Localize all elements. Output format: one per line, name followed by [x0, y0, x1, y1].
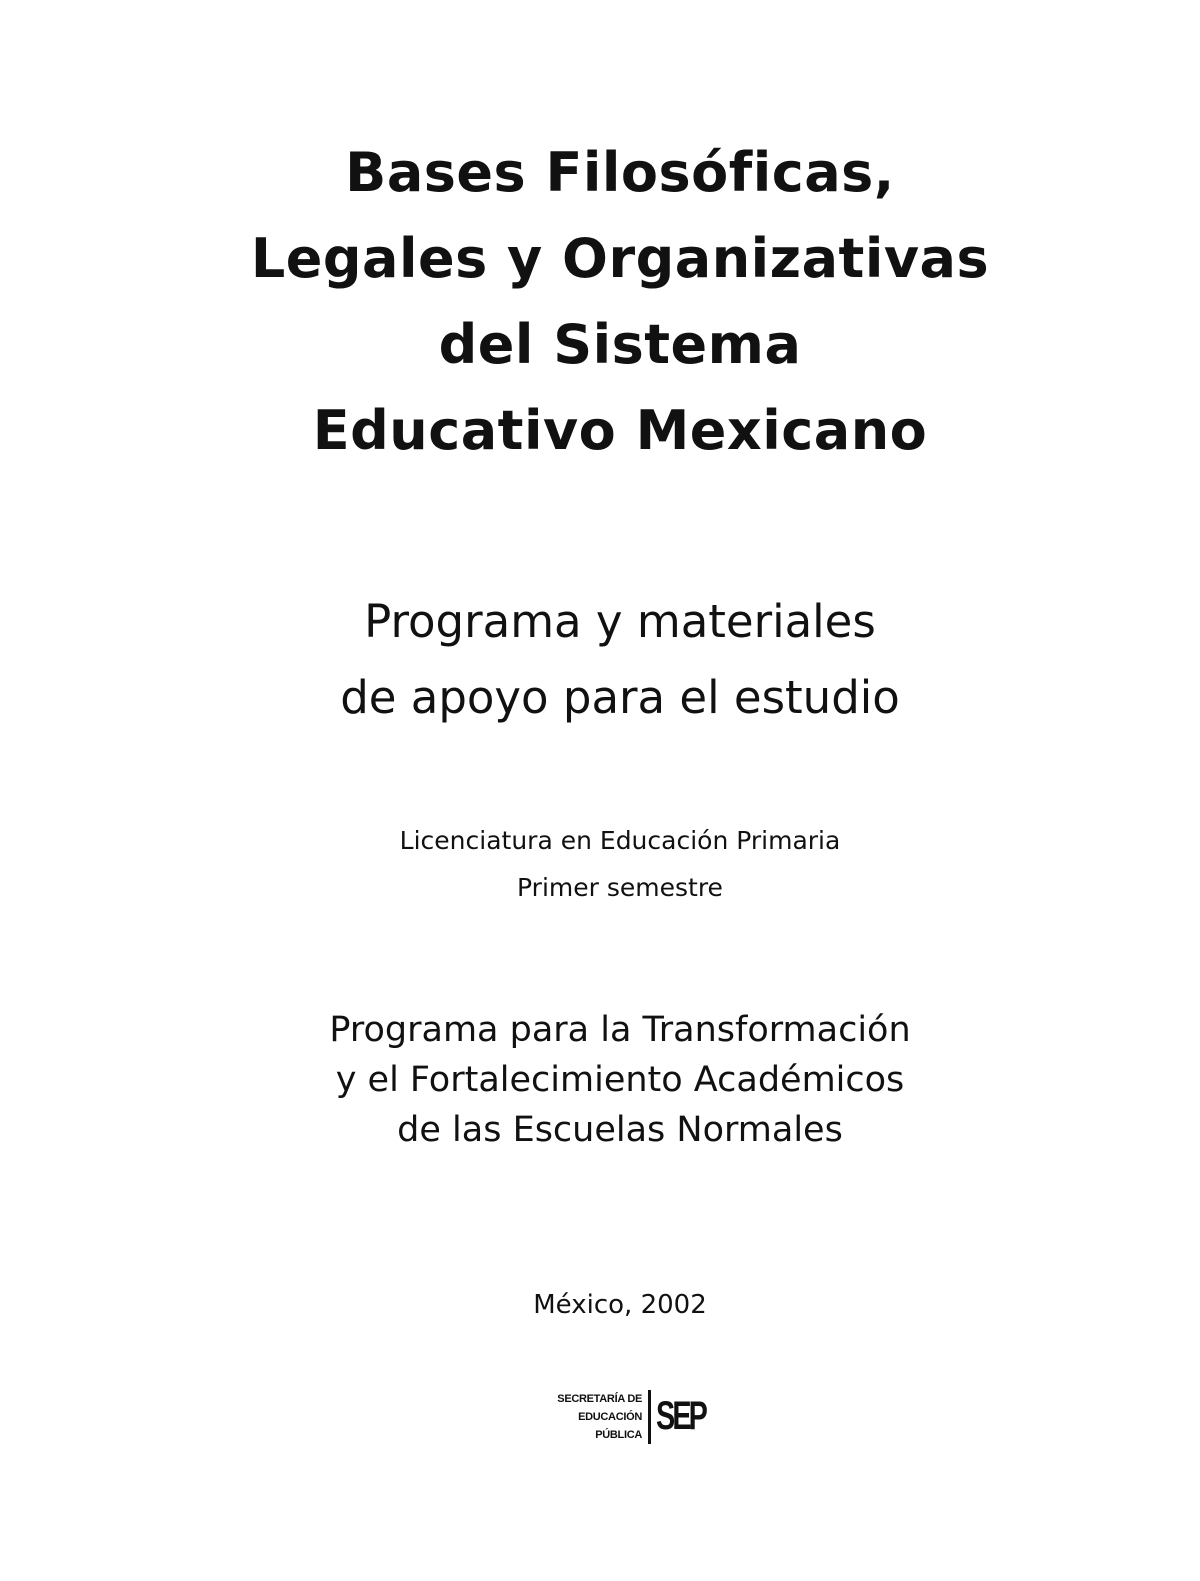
subtitle-line-2: de apoyo para el estudio — [340, 671, 900, 724]
program-line-2: y el Fortalecimiento Académicos — [335, 1060, 905, 1100]
title-line-4: Educativo Mexicano — [312, 399, 928, 462]
document-title — [0, 130, 1200, 474]
degree-semester: Primer semestre — [517, 873, 723, 902]
degree-info — [0, 817, 1200, 911]
title-line-1: Bases Filosóficas, — [345, 141, 895, 204]
sep-logo — [538, 1386, 705, 1448]
degree-program-name: Licenciatura en Educación Primaria — [399, 826, 841, 855]
sep-logo-word-3: PÚBLICA — [595, 1429, 642, 1441]
sep-logo-word-2: EDUCACIÓN — [578, 1411, 642, 1423]
sep-logo-word-1: SECRETARÍA DE — [557, 1393, 642, 1405]
title-line-3: del Sistema — [438, 313, 802, 376]
program-line-3: de las Escuelas Normales — [397, 1110, 843, 1150]
title-line-2: Legales y Organizativas — [250, 227, 990, 290]
program-line-1: Programa para la Transformación — [329, 1010, 911, 1050]
program-statement — [0, 1005, 1200, 1155]
sep-logo-divider — [648, 1390, 651, 1444]
sep-logo-acronym: SEP — [656, 1394, 705, 1438]
subtitle-line-1: Programa y materiales — [364, 595, 876, 648]
document-subtitle — [0, 584, 1200, 736]
place-date: México, 2002 — [533, 1290, 707, 1320]
sep-logo-wordmark — [538, 1390, 642, 1444]
